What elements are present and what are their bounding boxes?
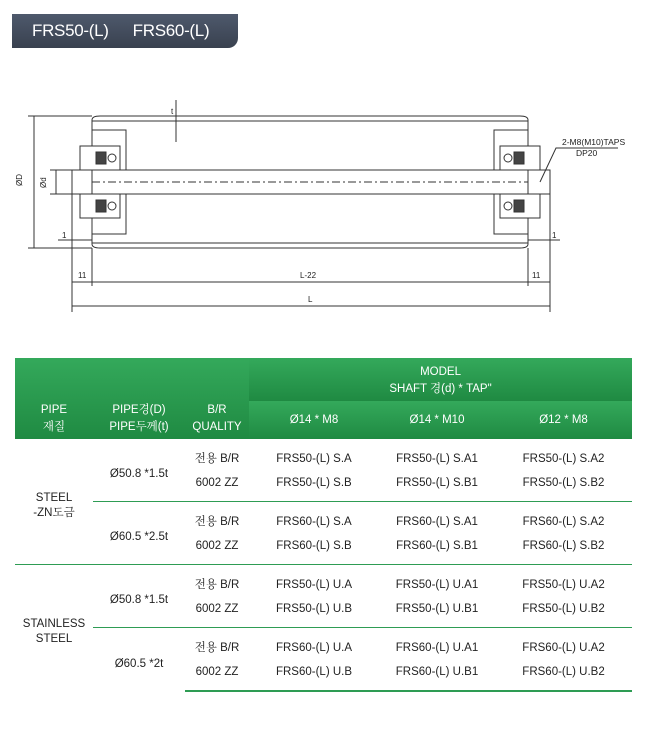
header-br-quality: B/R QUALITY [185, 358, 249, 439]
table-row: STEEL -ZN도금 Ø50.8 *1.5t 전용 B/R FRS50-(L) S.A FRS50-(L) S.A1 FRS50-(L) S.A2 [15, 439, 632, 471]
material-cell: STAINLESS STEEL [15, 565, 93, 692]
table-row: 6002 ZZ FRS60-(L) S.B FRS60-(L) S.B1 FRS60-(L) S.B2 [195, 540, 605, 552]
label-tap: 2-M8(M10)TAPS [562, 137, 626, 147]
label-t: t [171, 107, 174, 116]
table-row: Ø60.5 *2t 전용 B/R FRS60-(L) U.A FRS60-(L) U.A1 FRS60-(L) U.A2 [15, 628, 632, 661]
pipe-cell: Ø50.8 *1.5t [93, 565, 185, 628]
header-col-b: Ø14 * M10 [379, 401, 495, 439]
pipe-cell: Ø60.5 *2.5t [93, 502, 185, 565]
label-1-right: 1 [552, 231, 557, 240]
header-model: MODEL SHAFT 경(d) * TAP" [249, 358, 632, 401]
label-L22: L-22 [300, 271, 317, 280]
label-depth: DP20 [576, 148, 598, 158]
title-model-2: FRS60-(L) [132, 21, 210, 40]
label-1-left: 1 [62, 231, 67, 240]
label-11-left: 11 [78, 271, 87, 280]
pipe-cell: Ø50.8 *1.5t [109, 468, 169, 480]
header-pipe-dim: PIPE경(D) PIPE두께(t) [93, 358, 185, 439]
spec-table [15, 358, 632, 692]
label-D: ØD [15, 174, 24, 186]
label-d: Ød [39, 177, 48, 188]
label-11-right: 11 [532, 271, 541, 280]
table-row: STAINLESS STEEL Ø50.8 *1.5t 전용 B/R FRS50-(L) U.A FRS50-(L) U.A1 FRS50-(L) U.A2 [15, 565, 632, 598]
title-model-1: FRS50-(L) [32, 21, 109, 40]
table-row: 6002 ZZ FRS50-(L) U.B FRS50-(L) U.B1 FRS50-(L) U.B2 [195, 603, 605, 615]
table-row: Ø60.5 *2.5t 전용 B/R FRS60-(L) S.A FRS60-(L) S.A1 FRS60-(L) S.A2 [15, 502, 632, 535]
roller-drawing [0, 90, 647, 330]
material-cell: STEEL -ZN도금 [33, 491, 75, 519]
pipe-cell: Ø60.5 *2t [93, 628, 185, 692]
title-tab [12, 14, 238, 48]
table-row: 6002 ZZ FRS60-(L) U.B FRS60-(L) U.B1 FRS60-(L) U.B2 [15, 660, 632, 691]
header-col-a: Ø14 * M8 [249, 401, 379, 439]
header-col-c: Ø12 * M8 [495, 401, 632, 439]
label-L: L [308, 295, 313, 304]
table-row: 6002 ZZ FRS50-(L) S.B FRS50-(L) S.B1 FRS50-(L) S.B2 [195, 477, 605, 489]
header-pipe-material: PIPE 재질 [15, 358, 93, 439]
